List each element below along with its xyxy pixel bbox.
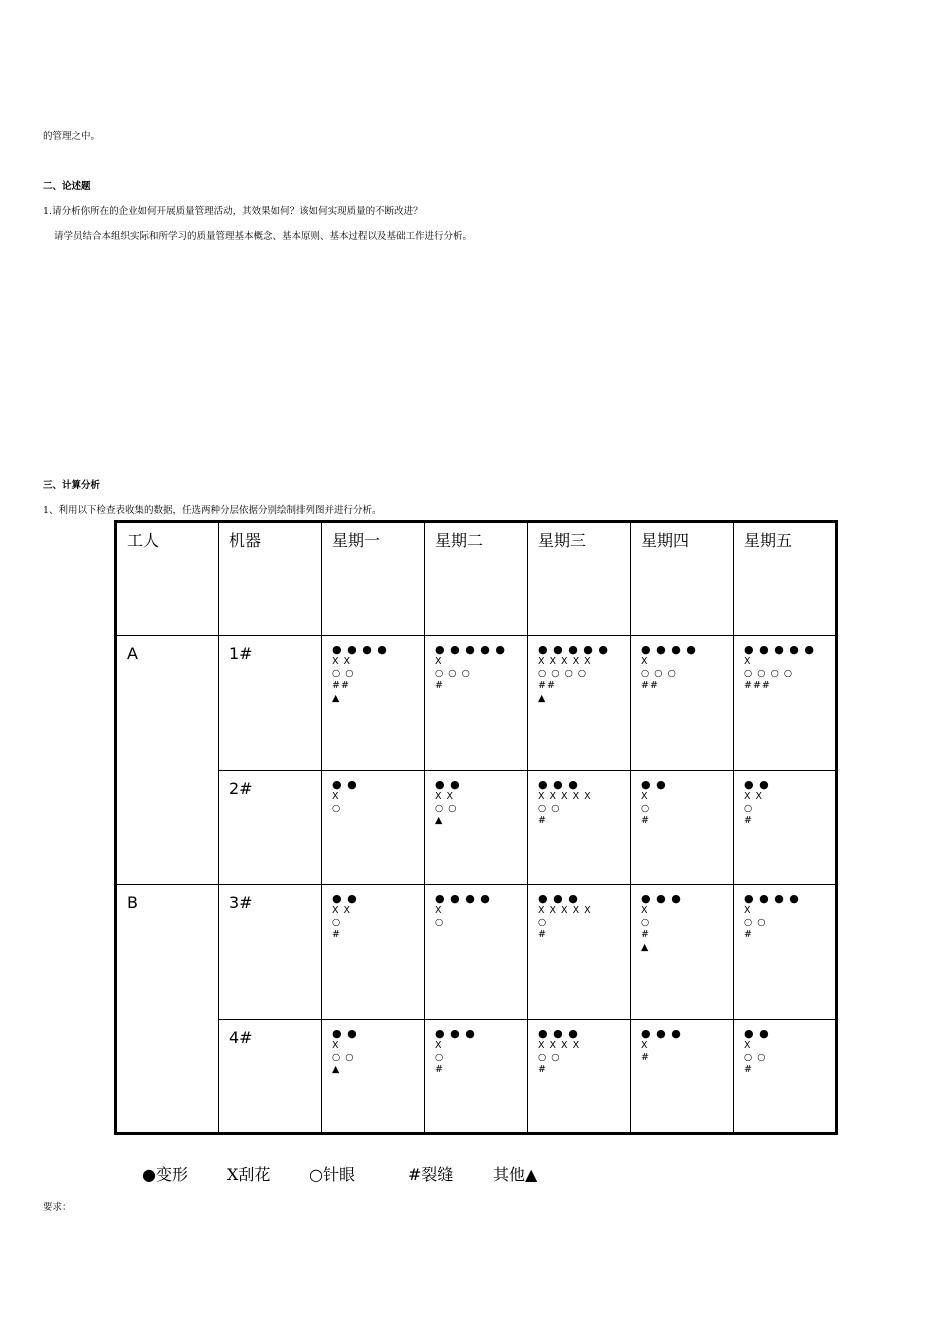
defect-mark-line: ## — [641, 680, 659, 692]
table-row — [116, 771, 837, 885]
defect-mark-line: X X X X X — [538, 656, 592, 667]
defect-mark-line: X — [332, 791, 340, 802]
defect-mark-line: ▲ — [538, 692, 547, 704]
defect-mark-line: ○ ○ ○ ○ — [538, 668, 588, 680]
defect-mark-line: ○ ○ — [744, 1052, 767, 1064]
table-row — [116, 1020, 837, 1134]
table-row — [116, 885, 837, 1020]
defect-mark-line: X X — [332, 656, 352, 667]
defect-mark-line: # — [641, 929, 650, 941]
defect-mark-line: ○ — [538, 917, 548, 929]
defect-cell — [528, 771, 631, 885]
defect-mark-line: ● ● ● ● — [435, 892, 491, 905]
defect-mark-line: ○ — [332, 917, 342, 929]
defect-mark-line: ○ — [435, 1052, 445, 1064]
defect-mark-line: ● ● ● — [538, 778, 579, 791]
defect-mark-line: ▲ — [435, 815, 444, 827]
defect-cell — [322, 636, 425, 771]
section-3-heading: 三、计算分析 — [43, 480, 101, 491]
defect-mark-line: X — [641, 1040, 649, 1051]
header-friday: 星期五 — [734, 522, 837, 636]
defect-mark-line: ○ ○ — [332, 668, 355, 680]
legend-crack: #裂缝 — [408, 1165, 454, 1184]
defect-mark-line: X — [435, 1040, 443, 1051]
defect-mark-line: X X X X X — [538, 791, 592, 802]
defect-mark-line: # — [435, 680, 444, 692]
defect-mark-line: ○ — [641, 917, 651, 929]
defect-cell — [322, 1020, 425, 1134]
defect-cell — [631, 636, 734, 771]
machine-3: 3# — [219, 885, 322, 1020]
machine-2: 2# — [219, 771, 322, 885]
defect-mark-line: X X — [435, 791, 455, 802]
defect-mark-line: X — [435, 905, 443, 916]
defect-mark-line: ○ — [744, 803, 754, 815]
legend-deform: ●变形 — [142, 1165, 188, 1184]
defect-mark-line: ● ● — [332, 778, 358, 791]
defect-cell — [425, 636, 528, 771]
defect-mark-line: X — [744, 1040, 752, 1051]
defect-mark-line: # — [744, 1064, 753, 1076]
defect-mark-line: # — [641, 815, 650, 827]
defect-cell — [425, 771, 528, 885]
defect-mark-line: ● ● — [332, 1027, 358, 1040]
defect-mark-line: ● ● ● — [641, 892, 682, 905]
defect-mark-line: ● ● ● ● — [332, 643, 388, 656]
defect-mark-line: ● ● — [641, 778, 667, 791]
defect-mark-line: ○ — [641, 803, 651, 815]
defect-mark-line: ● ● ● ● — [641, 643, 697, 656]
machine-4: 4# — [219, 1020, 322, 1134]
defect-mark-line: ### — [744, 680, 771, 692]
question-1: 1.请分析你所在的企业如何开展质量管理活动，其效果如何？该如何实现质量的不断改进？ — [43, 206, 423, 217]
defect-mark-line: X — [641, 791, 649, 802]
defect-mark-line: ○ — [435, 917, 445, 929]
worker-a: A — [116, 636, 219, 885]
defect-mark-line: ● ● ● — [538, 892, 579, 905]
defect-mark-line: ● ● ● ● ● — [744, 643, 815, 656]
defect-mark-line: ● ● — [744, 778, 770, 791]
defect-mark-line: # — [332, 929, 341, 941]
defect-mark-line: # — [435, 1064, 444, 1076]
worker-b: B — [116, 885, 219, 1134]
defect-mark-line: X X X X X — [538, 905, 592, 916]
task-1: 1、利用以下检查表收集的数据，任选两种分层依据分别绘制排列图并进行分析。 — [43, 505, 382, 516]
question-1-hint: 请学员结合本组织实际和所学习的质量管理基本概念、基本原则、基本过程以及基础工作进行分析。 — [54, 231, 473, 242]
defect-cell — [425, 1020, 528, 1134]
defect-mark-line: ● ● — [332, 892, 358, 905]
defect-mark-line: X X X X — [538, 1040, 581, 1051]
header-monday: 星期一 — [322, 522, 425, 636]
defect-cell — [631, 1020, 734, 1134]
defect-mark-line: ○ ○ — [538, 803, 561, 815]
defect-cell — [734, 771, 837, 885]
machine-1: 1# — [219, 636, 322, 771]
table-row — [116, 636, 837, 771]
defect-mark-line: # — [538, 1064, 547, 1076]
defect-cell — [425, 885, 528, 1020]
header-wednesday: 星期三 — [528, 522, 631, 636]
defect-mark-line: ## — [332, 680, 350, 692]
defect-mark-line: # — [641, 1052, 650, 1064]
defect-mark-line: # — [538, 929, 547, 941]
defect-mark-line: ● ● ● ● ● — [435, 643, 506, 656]
legend-scratch: X刮花 — [227, 1165, 271, 1184]
defect-mark-line: # — [538, 815, 547, 827]
defect-mark-line: ○ ○ — [744, 917, 767, 929]
defect-cell — [734, 885, 837, 1020]
defect-cell — [322, 771, 425, 885]
defect-mark-line: ● ● — [744, 1027, 770, 1040]
defect-mark-line: ○ ○ ○ — [435, 668, 471, 680]
legend-other: 其他▲ — [493, 1165, 538, 1184]
defect-mark-line: # — [744, 815, 753, 827]
defect-mark-line: # — [744, 929, 753, 941]
legend-pinhole: ○针眼 — [309, 1165, 355, 1184]
defect-cell — [528, 1020, 631, 1134]
defect-mark-line: ● ● — [435, 778, 461, 791]
defect-cell — [734, 636, 837, 771]
section-2-heading: 二、论述题 — [43, 181, 91, 192]
defect-mark-line: ● ● ● — [641, 1027, 682, 1040]
defect-mark-line: ○ — [332, 803, 342, 815]
table-header-row — [116, 522, 837, 636]
defect-cell — [528, 885, 631, 1020]
defect-mark-line: X — [641, 905, 649, 916]
defect-mark-line: ○ ○ — [435, 803, 458, 815]
header-machine: 机器 — [219, 522, 322, 636]
requirement-label: 要求： — [43, 1202, 72, 1213]
header-worker: 工人 — [116, 522, 219, 636]
defect-mark-line: ○ ○ — [538, 1052, 561, 1064]
defect-mark-line: ● ● ● ● ● — [538, 643, 609, 656]
defect-mark-line: ▲ — [641, 941, 650, 953]
header-thursday: 星期四 — [631, 522, 734, 636]
defect-mark-line: X X — [744, 791, 764, 802]
check-sheet-table — [114, 520, 838, 1135]
defect-mark-line: ## — [538, 680, 556, 692]
defect-cell — [528, 636, 631, 771]
defect-mark-line: ▲ — [332, 1064, 341, 1076]
defect-mark-line: X — [435, 656, 443, 667]
defect-mark-line: X — [641, 656, 649, 667]
defect-cell — [631, 885, 734, 1020]
defect-mark-line: ● ● ● — [538, 1027, 579, 1040]
defect-mark-line: ▲ — [332, 692, 341, 704]
defect-mark-line: X — [332, 1040, 340, 1051]
defect-mark-line: ● ● ● ● — [744, 892, 800, 905]
defect-cell — [631, 771, 734, 885]
defect-mark-line: ● ● ● — [435, 1027, 476, 1040]
continuation-text: 的管理之中。 — [43, 131, 101, 142]
defect-mark-line: X X — [332, 905, 352, 916]
defect-mark-line: X — [744, 905, 752, 916]
defect-mark-line: ○ ○ — [332, 1052, 355, 1064]
defect-mark-line: X — [744, 656, 752, 667]
defect-cell — [734, 1020, 837, 1134]
header-tuesday: 星期二 — [425, 522, 528, 636]
defect-mark-line: ○ ○ ○ — [641, 668, 677, 680]
defect-cell — [322, 885, 425, 1020]
defect-mark-line: ○ ○ ○ ○ — [744, 668, 794, 680]
